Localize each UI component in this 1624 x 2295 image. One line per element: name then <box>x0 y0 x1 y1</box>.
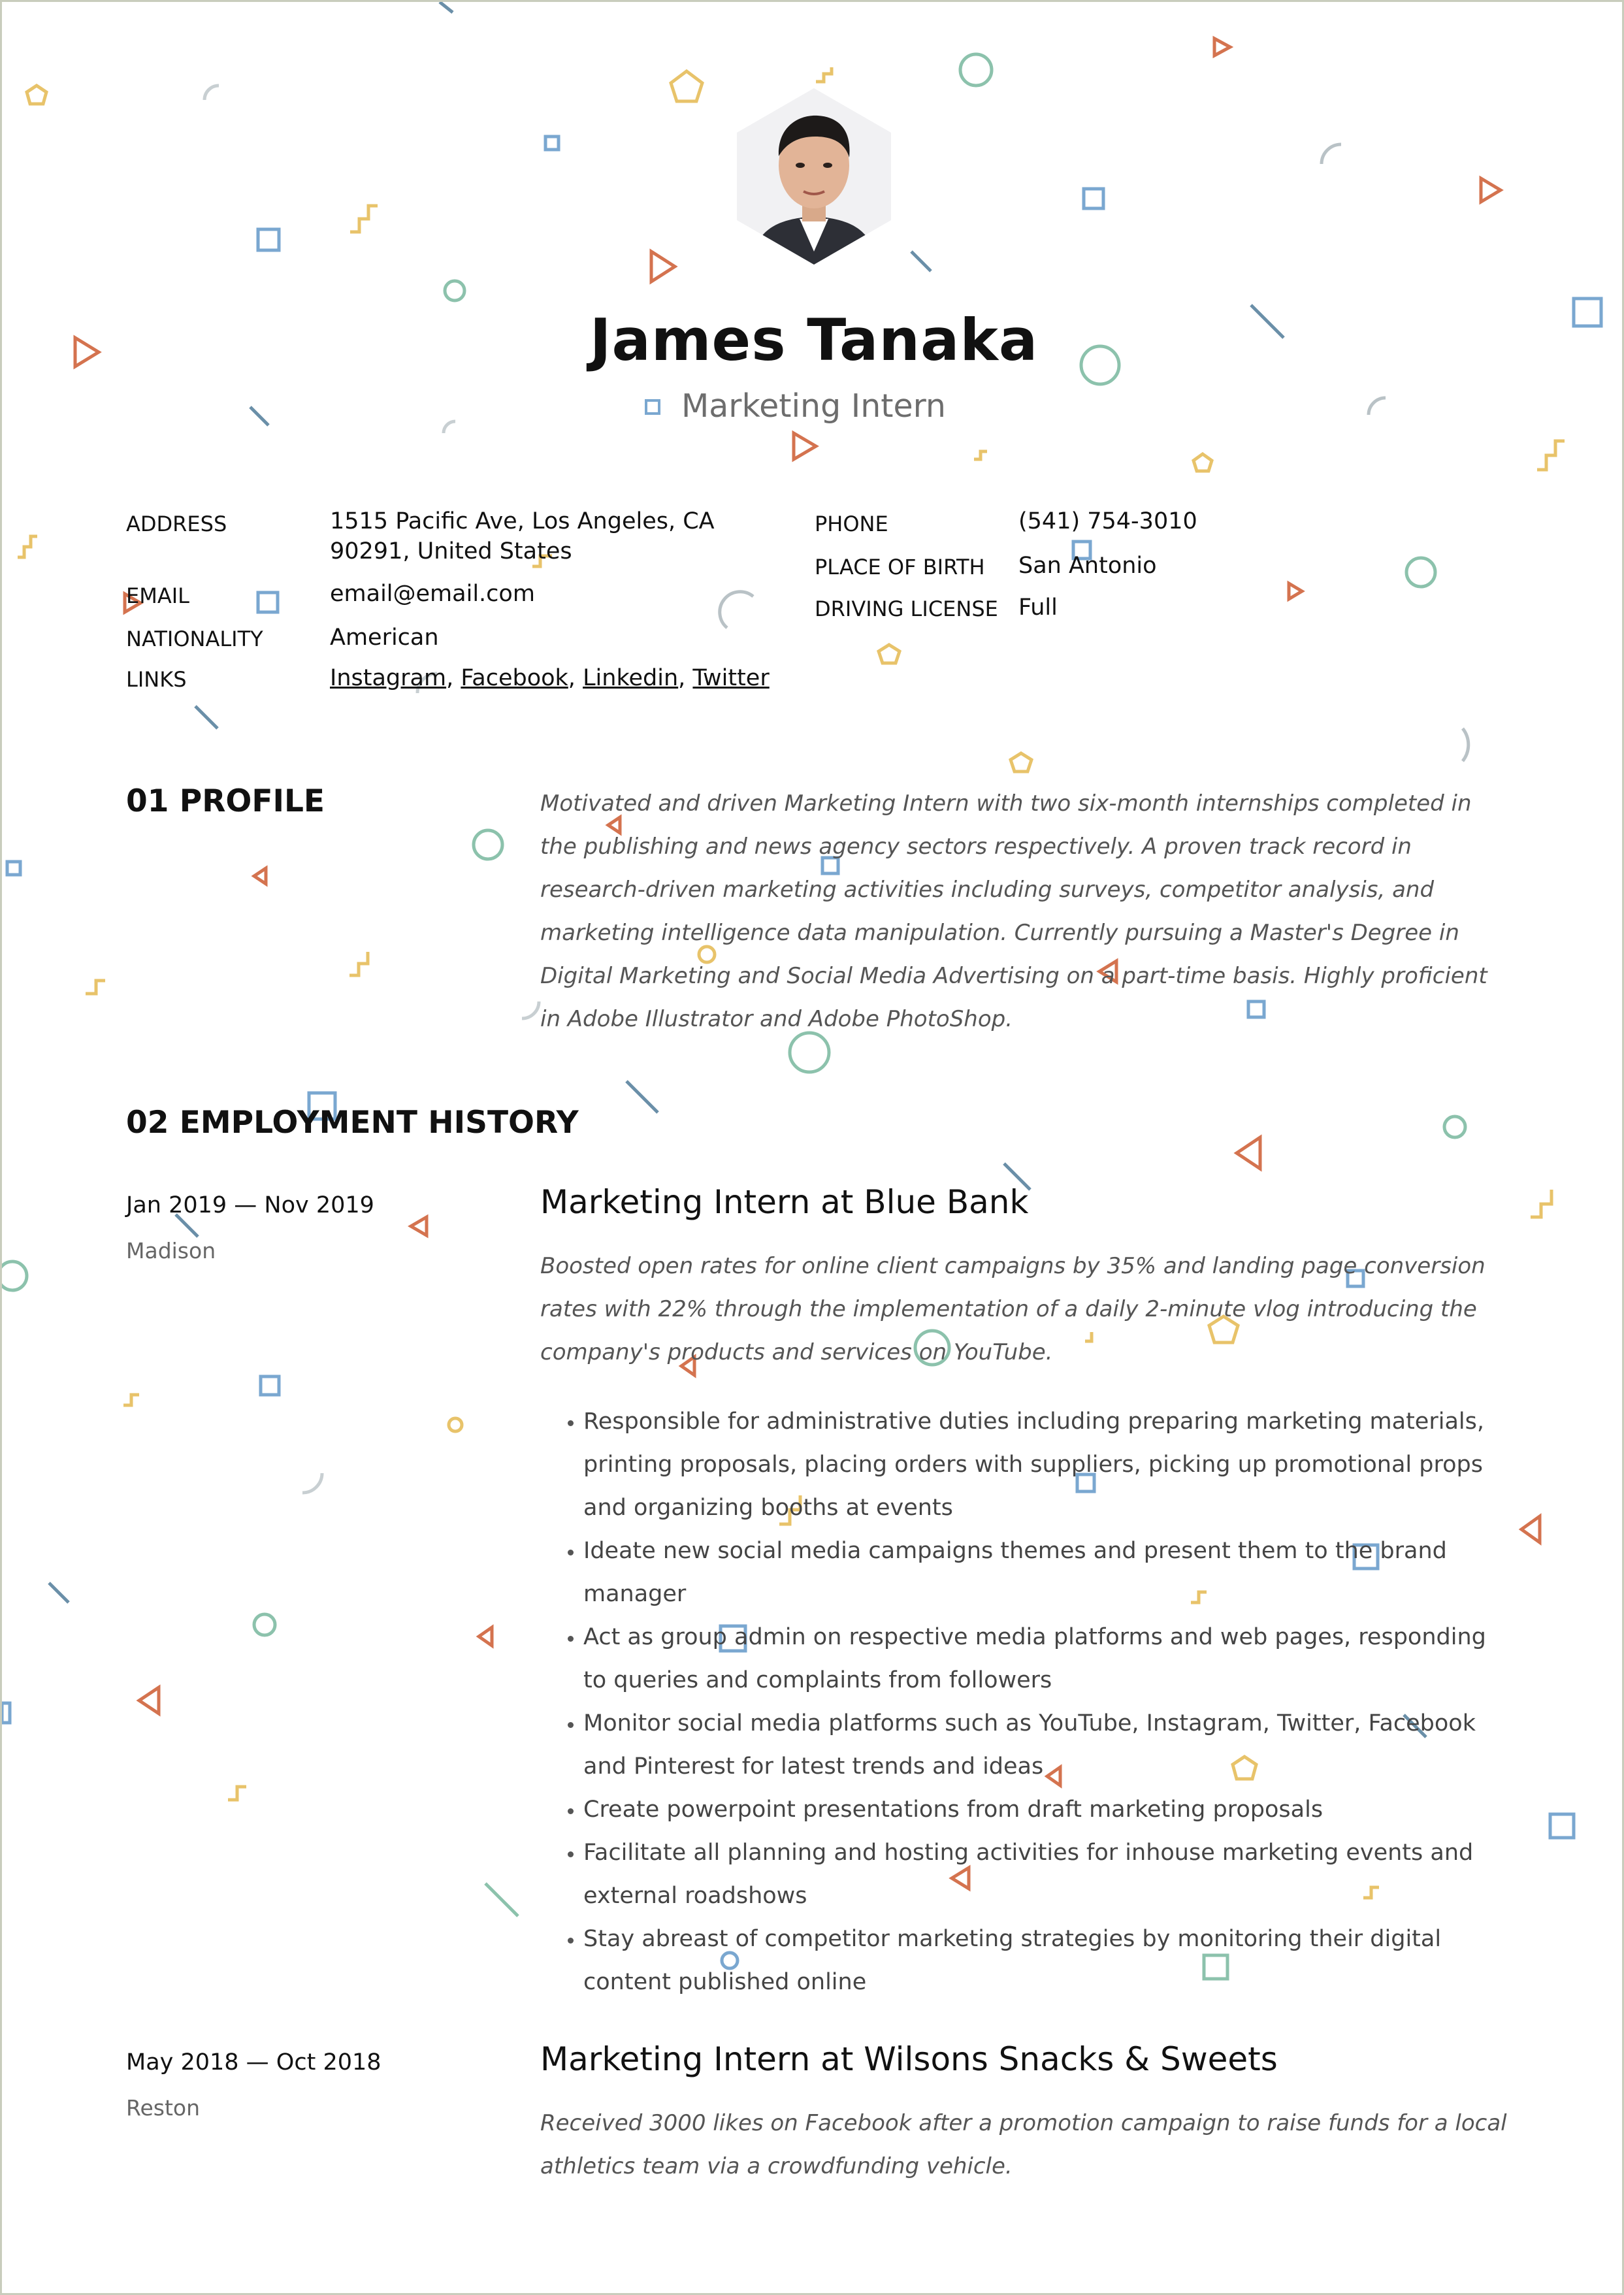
step-shape <box>86 981 105 994</box>
profile-heading: 01 PROFILE <box>126 783 325 819</box>
square-shape <box>258 229 279 250</box>
dash-shape <box>49 1583 69 1603</box>
step-shape <box>228 1787 246 1800</box>
job-1-title: Marketing Intern at Blue Bank <box>540 1183 1029 1221</box>
circle-shape <box>1444 1116 1465 1137</box>
triangle-shape <box>651 252 675 282</box>
square-shape <box>258 593 278 612</box>
step-shape <box>123 1395 139 1405</box>
birth-place-label: PLACE OF BIRTH <box>815 555 985 579</box>
twitter-link[interactable]: Twitter <box>692 665 770 691</box>
job-1-duties <box>540 1400 1514 2004</box>
email-label: EMAIL <box>126 583 189 608</box>
triangle-shape <box>479 1627 492 1646</box>
arc-shape <box>444 421 455 433</box>
triangle-shape <box>1214 39 1230 56</box>
step-shape <box>349 952 368 975</box>
triangle-shape <box>411 1217 427 1235</box>
circle-shape <box>960 54 992 86</box>
duty-item: • Responsible for administrative duties including preparing marketing materials, printing proposals, placing orders with suppliers, picking up promotional props and organizing booths at events <box>583 1400 1514 1529</box>
dash-shape <box>250 407 268 425</box>
dash-shape <box>626 1081 658 1113</box>
driving-license-label: DRIVING LICENSE <box>815 596 998 621</box>
pentagon-shape <box>671 71 702 101</box>
phone-label: PHONE <box>815 512 888 536</box>
links-label: LINKS <box>126 667 187 692</box>
linkedin-link[interactable]: Linkedin <box>583 665 679 691</box>
step-shape <box>816 67 832 82</box>
arc-shape <box>1369 398 1386 415</box>
address-label: ADDRESS <box>126 512 227 536</box>
duty-item: • Facilitate all planning and hosting activities for inhouse marketing events and external roadshows <box>583 1831 1514 1917</box>
circle-shape <box>449 1418 462 1431</box>
job-title: Marketing Intern <box>681 387 946 425</box>
address-value <box>330 506 715 566</box>
dash-shape <box>440 2 453 12</box>
triangle-shape <box>1289 583 1302 599</box>
nationality-value: American <box>330 625 439 651</box>
dash-shape <box>485 1883 518 1916</box>
triangle-shape <box>1481 178 1501 202</box>
instagram-link[interactable]: Instagram <box>330 665 447 691</box>
links-list: Instagram, Facebook, Linkedin, Twitter <box>330 665 770 691</box>
step-shape <box>1531 1190 1551 1217</box>
pentagon-shape <box>1194 454 1212 471</box>
square-shape <box>261 1376 279 1395</box>
pentagon-shape <box>879 645 900 663</box>
triangle-shape <box>794 433 816 459</box>
job-2-summary: Received 3000 likes on Facebook after a promotion campaign to raise funds for a local athletics team via a crowdfunding vehicle. <box>540 2110 1507 2179</box>
email-value[interactable]: email@email.com <box>330 581 535 607</box>
avatar <box>737 88 891 265</box>
candidate-name: James Tanaka <box>589 306 1039 374</box>
circle-shape <box>254 1614 275 1635</box>
square-shape <box>7 862 20 875</box>
birth-place-value: San Antonio <box>1018 553 1157 579</box>
square-shape <box>1084 189 1103 208</box>
facebook-link[interactable]: Facebook <box>461 665 568 691</box>
triangle-shape <box>1521 1516 1540 1542</box>
circle-shape <box>2 1261 27 1290</box>
address-line-2: 90291, United States <box>330 538 572 564</box>
step-shape <box>350 206 378 232</box>
duty-item: • Stay abreast of competitor marketing strategies by monitoring their digital content published online <box>583 1917 1514 2004</box>
square-shape <box>2 1703 10 1723</box>
address-line-1: 1515 Pacific Ave, Los Angeles, CA <box>330 508 715 534</box>
job-1-dates: Jan 2019 — Nov 2019 <box>126 1192 374 1218</box>
dash-shape <box>195 706 218 728</box>
triangle-shape <box>1237 1137 1260 1169</box>
nationality-label: NATIONALITY <box>126 627 263 651</box>
circle-shape <box>474 830 502 859</box>
pentagon-shape <box>27 86 46 104</box>
title-square-icon <box>645 399 660 415</box>
dash-shape <box>911 252 931 271</box>
phone-value[interactable]: (541) 754-3010 <box>1018 508 1197 534</box>
arc-shape <box>522 1001 539 1018</box>
arc-shape <box>1463 728 1469 761</box>
driving-license-value: Full <box>1018 594 1058 621</box>
job-2-dates: May 2018 — Oct 2018 <box>126 2049 382 2075</box>
triangle-shape <box>254 868 266 884</box>
pentagon-shape <box>1011 753 1031 772</box>
step-shape <box>974 451 987 459</box>
duty-item: • Ideate new social media campaigns themes and present them to the brand manager <box>583 1529 1514 1616</box>
duty-item: • Monitor social media platforms such as YouTube, Instagram, Twitter, Facebook and Pinterest for latest trends and ideas <box>583 1702 1514 1788</box>
arc-shape <box>720 592 753 628</box>
triangle-shape <box>139 1687 159 1714</box>
step-shape <box>1537 441 1565 470</box>
job-1-summary: Boosted open rates for online client campaigns by 35% and landing page conversion rates with 22% through the implementation of a daily 2-minute vlog introducing the company's products and services on YouTube. <box>540 1253 1486 1365</box>
duty-item: • Act as group admin on respective media platforms and web pages, responding to queries and complaints from followers <box>583 1616 1514 1702</box>
square-shape <box>545 137 559 150</box>
circle-shape <box>445 281 464 301</box>
job-1-city: Madison <box>126 1238 216 1263</box>
arc-shape <box>204 86 219 100</box>
square-shape <box>1550 1814 1574 1838</box>
duty-item: • Create powerpoint presentations from draft marketing proposals <box>583 1788 1514 1831</box>
circle-shape <box>1406 558 1435 587</box>
job-2-title: Marketing Intern at Wilsons Snacks & Sweets <box>540 2040 1278 2078</box>
job-2-city: Reston <box>126 2095 200 2121</box>
profile-text: Motivated and driven Marketing Intern with two six-month internships completed in the publishing and news agency sectors respectively. A proven track record in research-driven marketing activities including surveys, competitor analysis, and marketing intelligence data manipulation. Currently pursuing a Master's Degree in Digital Marketing and Social Media Advertising on a part-time basis. Highly proficient in Adobe Illustrator and Adobe PhotoShop. <box>540 790 1487 1032</box>
arc-shape <box>302 1473 322 1493</box>
step-shape <box>18 536 37 557</box>
employment-heading: 02 EMPLOYMENT HISTORY <box>126 1105 579 1141</box>
arc-shape <box>1322 144 1341 164</box>
